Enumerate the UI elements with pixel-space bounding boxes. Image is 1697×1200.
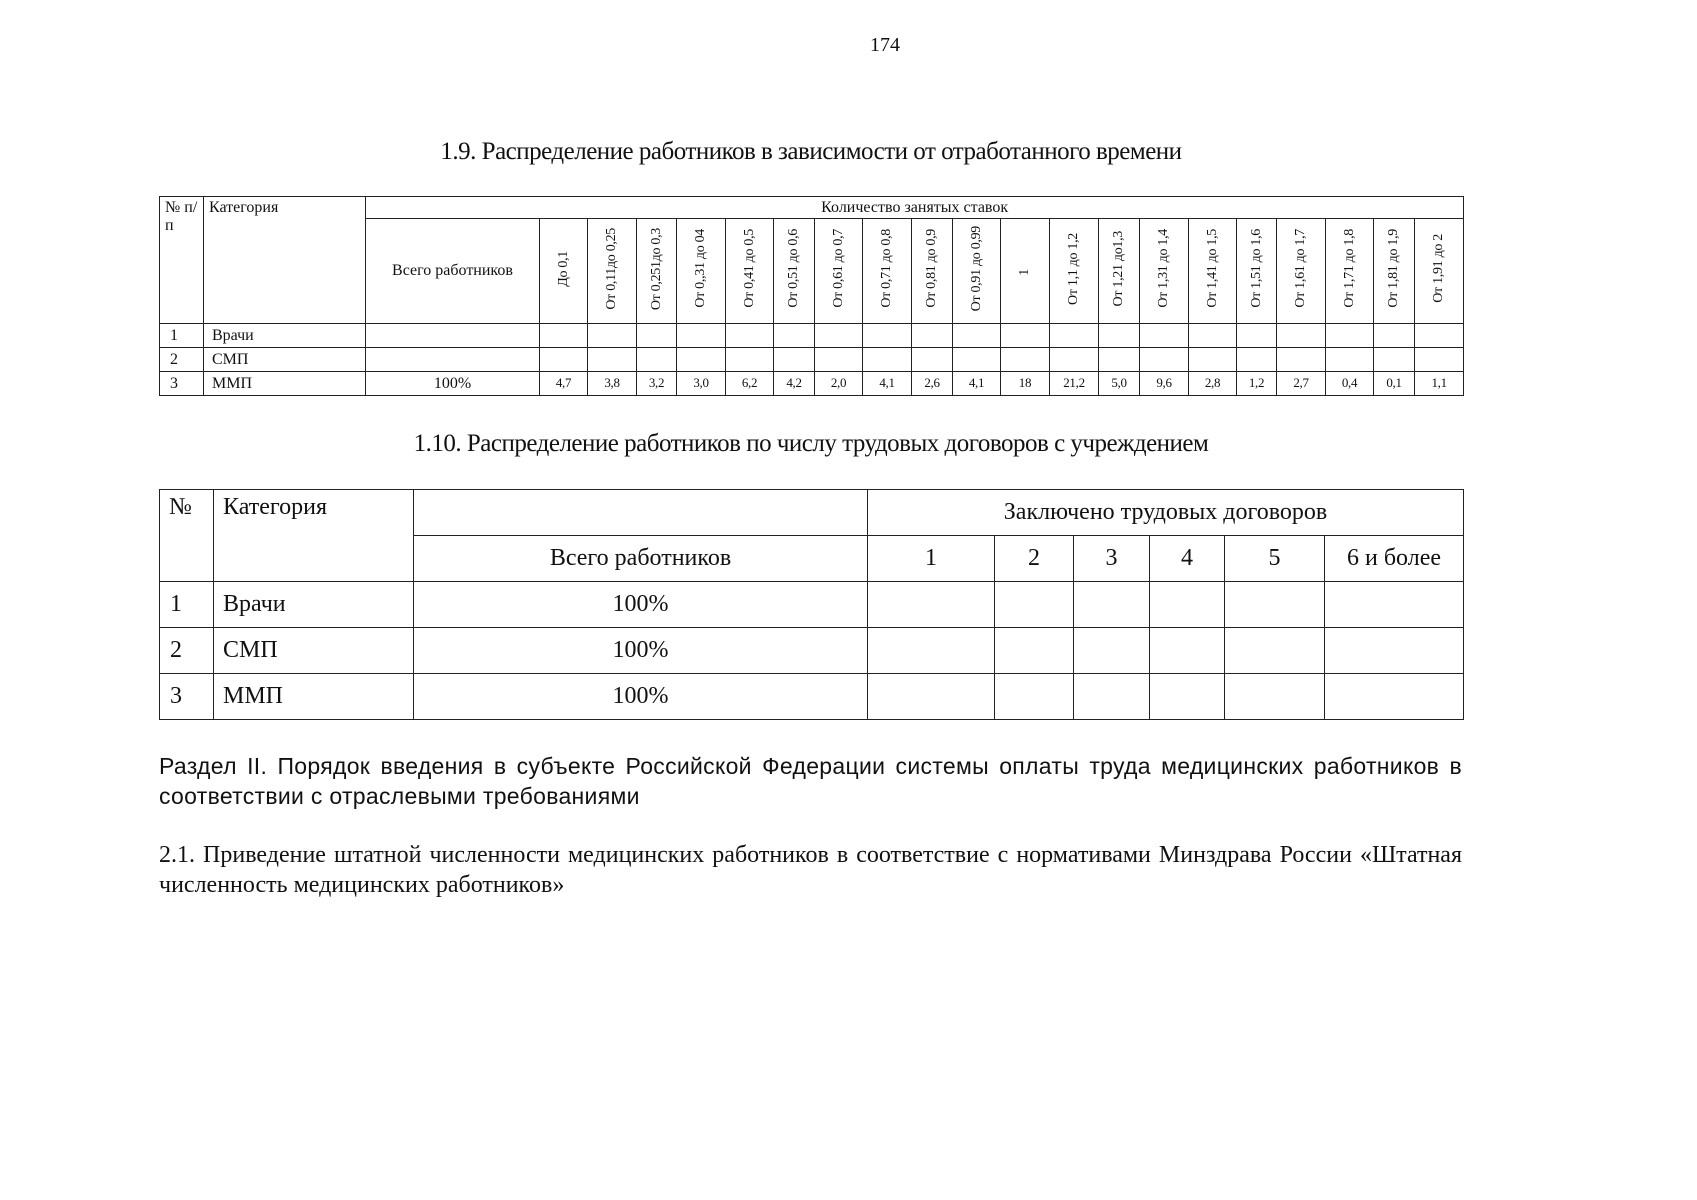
- table-cell: [815, 348, 863, 372]
- row-total: 100%: [366, 372, 540, 396]
- row-category: ММП: [214, 674, 414, 720]
- range-label: От 0,41 до 0,5: [741, 229, 757, 309]
- table-cell: [1189, 324, 1237, 348]
- table-1-9-body: [160, 197, 1464, 396]
- range-header: [863, 219, 912, 324]
- range-label: От 1,21 до1,3: [1111, 230, 1127, 307]
- range-label: От 0,61 до 0,7: [830, 229, 846, 309]
- row-total: 100%: [414, 674, 868, 720]
- table-cell: [1325, 628, 1464, 674]
- table-cell: [1277, 348, 1326, 372]
- table-cell: [953, 324, 1001, 348]
- range-header: [1415, 219, 1464, 324]
- table-cell: [953, 348, 1001, 372]
- table-row: [160, 674, 1464, 720]
- table-row: [160, 582, 1464, 628]
- range-label: От 1,1 до 1,2: [1066, 232, 1082, 305]
- section-2-title: Раздел II. Порядок введения в субъекте Российской Федерации системы оплаты труда медицинских работников в соответствии с отраслевыми требованиями: [159, 753, 1462, 809]
- table-cell: [1150, 674, 1225, 720]
- table-cell: [912, 348, 953, 372]
- col-group-header: Количество занятых ставок: [366, 197, 1464, 219]
- row-category: ММП: [204, 372, 366, 396]
- table-cell: 18: [1001, 372, 1050, 396]
- range-label: От 1,41 до 1,5: [1204, 229, 1220, 309]
- count-header: 3: [1074, 536, 1150, 582]
- table-cell: 0,1: [1374, 372, 1415, 396]
- table-cell: 4,7: [540, 372, 588, 396]
- count-header: 4: [1150, 536, 1225, 582]
- table-cell: [588, 348, 637, 372]
- table-1-10-contracts-distribution: [159, 489, 1464, 720]
- table-cell: 6,2: [726, 372, 774, 396]
- count-header: 1: [868, 536, 995, 582]
- table-cell: [863, 324, 912, 348]
- table-row: [160, 372, 1464, 396]
- table-cell: [677, 324, 726, 348]
- table-cell: [1237, 348, 1277, 372]
- table-cell: [995, 628, 1074, 674]
- range-header: [815, 219, 863, 324]
- range-header: [588, 219, 637, 324]
- table-cell: [995, 582, 1074, 628]
- table-cell: 2,7: [1277, 372, 1326, 396]
- table-cell: [1225, 582, 1325, 628]
- table-cell: [774, 324, 815, 348]
- table-cell: [637, 348, 677, 372]
- count-header: 5: [1225, 536, 1325, 582]
- range-label: От 1,61 до 1,7: [1293, 229, 1309, 309]
- table-cell: [1150, 582, 1225, 628]
- range-header: [1277, 219, 1326, 324]
- table-cell: [1225, 628, 1325, 674]
- table-cell: 21,2: [1050, 372, 1099, 396]
- table-cell: [1150, 628, 1225, 674]
- range-label: До 0,1: [555, 250, 571, 287]
- range-header: [1099, 219, 1140, 324]
- table-cell: [540, 348, 588, 372]
- row-category: СМП: [214, 628, 414, 674]
- row-category: Врачи: [204, 324, 366, 348]
- section-1-9-heading: 1.9. Распределение работников в зависимости от отработанного времени: [440, 138, 1182, 165]
- range-header: [637, 219, 677, 324]
- section-1-10-heading: 1.10. Распределение работников по числу трудовых договоров с учреждением: [413, 430, 1209, 457]
- table-cell: 4,1: [953, 372, 1001, 396]
- table-cell: [1189, 348, 1237, 372]
- table-cell: 3,2: [637, 372, 677, 396]
- table-cell: [1374, 348, 1415, 372]
- table-cell: [1325, 674, 1464, 720]
- empty-header-cell: [414, 490, 868, 536]
- table-cell: [726, 348, 774, 372]
- count-header: 2: [995, 536, 1074, 582]
- col-group-header: Заключено трудовых договоров: [868, 490, 1464, 536]
- table-cell: [1140, 348, 1189, 372]
- col-total-header: Всего работников: [414, 536, 868, 582]
- table-cell: [1374, 324, 1415, 348]
- table-cell: 2,0: [815, 372, 863, 396]
- table-cell: [815, 324, 863, 348]
- row-category: Врачи: [214, 582, 414, 628]
- table-cell: [868, 674, 995, 720]
- row-total: 100%: [414, 628, 868, 674]
- col-category-header: Категория: [214, 490, 414, 582]
- table-cell: 9,6: [1140, 372, 1189, 396]
- table-cell: [868, 628, 995, 674]
- range-header: [774, 219, 815, 324]
- table-1-9-header-row-1: [160, 197, 1464, 219]
- range-header: [1374, 219, 1415, 324]
- row-num: 2: [160, 628, 214, 674]
- range-header: [540, 219, 588, 324]
- range-header: [1237, 219, 1277, 324]
- table-cell: [1074, 628, 1150, 674]
- range-label: От 0,91 до 0,99: [968, 226, 984, 312]
- table-cell: [1050, 324, 1099, 348]
- range-header: [1050, 219, 1099, 324]
- count-header: 6 и более: [1325, 536, 1464, 582]
- range-header: [726, 219, 774, 324]
- row-total: [366, 348, 540, 372]
- range-label: От 1,51 до 1,6: [1248, 229, 1264, 309]
- range-header: [1326, 219, 1374, 324]
- table-cell: 0,4: [1326, 372, 1374, 396]
- table-row: [160, 348, 1464, 372]
- table-cell: 2,6: [912, 372, 953, 396]
- row-total: [366, 324, 540, 348]
- row-num: 3: [160, 674, 214, 720]
- range-label: 1: [1017, 268, 1033, 276]
- section-2-1-text: 2.1. Приведение штатной численности медицинских работников в соответствие с нормативами Минздрава России «Штатная численность медицинских работников»: [159, 842, 1462, 898]
- range-label: От 0,71 до 0,8: [879, 229, 895, 309]
- table-cell: [1277, 324, 1326, 348]
- range-header: [1001, 219, 1050, 324]
- range-label: От 1,31 до 1,4: [1156, 229, 1172, 309]
- range-label: От 1,71 до 1,8: [1341, 229, 1357, 309]
- range-label: От 0,11до 0,25: [604, 227, 620, 310]
- row-num: 3: [160, 372, 204, 396]
- table-cell: [1001, 324, 1050, 348]
- table-row: [160, 628, 1464, 674]
- table-cell: [1326, 348, 1374, 372]
- table-1-10-header-row-1: [160, 490, 1464, 536]
- table-cell: [1050, 348, 1099, 372]
- table-cell: [995, 674, 1074, 720]
- table-1-9-work-time-distribution: [159, 196, 1464, 396]
- table-cell: [1326, 324, 1374, 348]
- table-cell: [1225, 674, 1325, 720]
- table-cell: 1,1: [1415, 372, 1464, 396]
- range-header: [953, 219, 1001, 324]
- table-cell: [1415, 324, 1464, 348]
- table-cell: [1415, 348, 1464, 372]
- col-total-header: Всего работников: [366, 219, 540, 324]
- table-cell: [863, 348, 912, 372]
- table-1-10-body: [160, 490, 1464, 720]
- range-label: От 0,51 до 0,6: [786, 229, 802, 309]
- row-category: СМП: [204, 348, 366, 372]
- table-cell: 5,0: [1099, 372, 1140, 396]
- range-label: От 1,81 до 1,9: [1386, 229, 1402, 309]
- table-row: [160, 324, 1464, 348]
- range-label: От 0,81 до 0,9: [924, 229, 940, 309]
- table-cell: [540, 324, 588, 348]
- table-cell: 4,2: [774, 372, 815, 396]
- range-header: [1140, 219, 1189, 324]
- table-cell: 1,2: [1237, 372, 1277, 396]
- row-num: 1: [160, 582, 214, 628]
- page-number: 174: [870, 34, 900, 56]
- range-label: От 0,,31 до 04: [693, 229, 709, 309]
- range-label: От 0,251до 0,3: [648, 227, 664, 310]
- row-total: 100%: [414, 582, 868, 628]
- table-cell: [774, 348, 815, 372]
- table-cell: [1140, 324, 1189, 348]
- table-cell: [1074, 582, 1150, 628]
- table-cell: [868, 582, 995, 628]
- table-cell: [1099, 348, 1140, 372]
- range-header: [912, 219, 953, 324]
- table-cell: [1325, 582, 1464, 628]
- table-cell: [1001, 348, 1050, 372]
- table-cell: 3,8: [588, 372, 637, 396]
- table-cell: [588, 324, 637, 348]
- table-cell: [677, 348, 726, 372]
- col-category-header: Категория: [204, 197, 366, 324]
- table-cell: [726, 324, 774, 348]
- table-cell: [637, 324, 677, 348]
- row-num: 1: [160, 324, 204, 348]
- col-num-header: № п/п: [160, 197, 204, 324]
- table-cell: 2,8: [1189, 372, 1237, 396]
- table-cell: [1099, 324, 1140, 348]
- table-cell: [912, 324, 953, 348]
- range-header: [1189, 219, 1237, 324]
- table-cell: [1237, 324, 1277, 348]
- range-header: [677, 219, 726, 324]
- row-num: 2: [160, 348, 204, 372]
- table-cell: 3,0: [677, 372, 726, 396]
- table-cell: 4,1: [863, 372, 912, 396]
- col-num-header: №: [160, 490, 214, 582]
- table-cell: [1074, 674, 1150, 720]
- range-label: От 1,91 до 2: [1431, 234, 1447, 304]
